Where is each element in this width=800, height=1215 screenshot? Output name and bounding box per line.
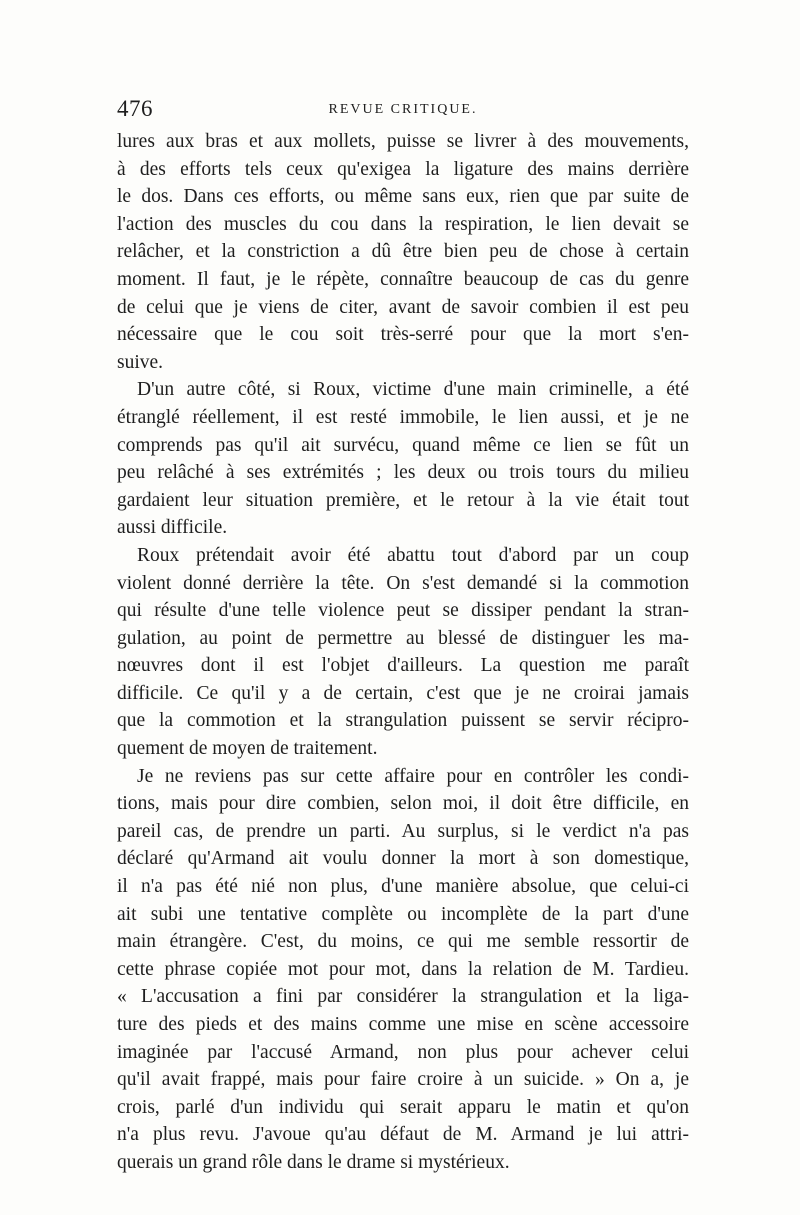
text-line: Je ne reviens pas sur cette affaire pour en contrôler les condi- xyxy=(137,765,689,787)
text-line: relâcher, et la constriction a dû être bien peu de chose à certain xyxy=(117,241,689,263)
text-line: querais un grand rôle dans le drame si mystérieux. xyxy=(117,1151,510,1173)
text-line: que la commotion et la strangulation puissent se servir récipro- xyxy=(117,710,689,732)
text-line: violent donné derrière la tête. On s'est demandé si la commotion xyxy=(117,572,689,594)
text-line: tions, mais pour dire combien, selon moi, il doit être difficile, en xyxy=(117,793,689,815)
text-line: suive. xyxy=(117,351,164,373)
text-line: main étrangère. C'est, du moins, ce qui me semble ressortir de xyxy=(117,931,689,953)
text-line: à des efforts tels ceux qu'exigea la ligature des mains derrière xyxy=(117,158,689,180)
text-line: imaginée par l'accusé Armand, non plus pour achever celui xyxy=(117,1041,689,1063)
text-line: aussi difficile. xyxy=(117,517,228,539)
text-line: gulation, au point de permettre au blessé de distinguer les ma- xyxy=(117,627,689,649)
text-line: Roux prétendait avoir été abattu tout d'abord par un coup xyxy=(137,544,689,566)
text-line: moment. Il faut, je le répète, connaître beaucoup de cas du genre xyxy=(117,268,689,290)
text-line: « L'accusation a fini par considérer la strangulation et la liga- xyxy=(117,986,689,1008)
text-line: qu'il avait frappé, mais pour faire croire à un suicide. » On a, je xyxy=(117,1069,689,1091)
text-line: crois, parlé d'un individu qui serait apparu le matin et qu'on xyxy=(117,1096,689,1118)
text-line: lures aux bras et aux mollets, puisse se livrer à des mouvements, xyxy=(117,131,689,152)
text-line: ait subi une tentative complète ou incomplète de la part d'une xyxy=(117,903,689,925)
text-line: difficile. Ce qu'il y a de certain, c'est que je ne croirai jamais xyxy=(117,682,689,704)
paragraph xyxy=(117,542,689,763)
text-line: étranglé réellement, il est resté immobile, le lien aussi, et je ne xyxy=(117,406,689,428)
paragraph xyxy=(117,763,689,1177)
text-line: cette phrase copiée mot pour mot, dans la relation de M. Tardieu. xyxy=(117,958,689,980)
text-line: gardaient leur situation première, et le retour à la vie était tout xyxy=(117,489,689,511)
text-line: comprends pas qu'il ait survécu, quand même ce lien se fût un xyxy=(117,434,689,456)
text-line: quement de moyen de traitement. xyxy=(117,738,378,760)
paragraph xyxy=(117,128,689,376)
text-line: nécessaire que le cou soit très-serré pour que la mort s'en- xyxy=(117,324,689,346)
text-line: qui résulte d'une telle violence peut se dissiper pendant la stran- xyxy=(117,600,689,622)
text-line: peu relâché à ses extrémités ; les deux ou trois tours du milieu xyxy=(117,462,689,484)
running-title: REVUE CRITIQUE. xyxy=(328,102,478,117)
page-number: 476 xyxy=(117,96,153,121)
text-line: D'un autre côté, si Roux, victime d'une main criminelle, a été xyxy=(137,379,689,401)
text-line: déclaré qu'Armand ait voulu donner la mort à son domestique, xyxy=(117,848,689,870)
text-line: il n'a pas été nié non plus, d'une manière absolue, que celui-ci xyxy=(117,876,689,898)
page-header xyxy=(117,96,689,124)
text-line: ture des pieds et des mains comme une mise en scène accessoire xyxy=(117,1014,689,1035)
body-text xyxy=(117,128,689,1177)
text-line: l'action des muscles du cou dans la respiration, le lien devait se xyxy=(117,213,689,235)
text-line: n'a plus revu. J'avoue qu'au défaut de M. Armand je lui attri- xyxy=(117,1124,689,1146)
text-line: pareil cas, de prendre un parti. Au surplus, si le verdict n'a pas xyxy=(117,820,689,842)
paragraph xyxy=(117,376,689,542)
text-line: nœuvres dont il est l'objet d'ailleurs. La question me paraît xyxy=(117,655,689,677)
text-line: de celui que je viens de citer, avant de savoir combien il est peu xyxy=(117,296,689,318)
text-line: le dos. Dans ces efforts, ou même sans eux, rien que par suite de xyxy=(117,186,689,208)
